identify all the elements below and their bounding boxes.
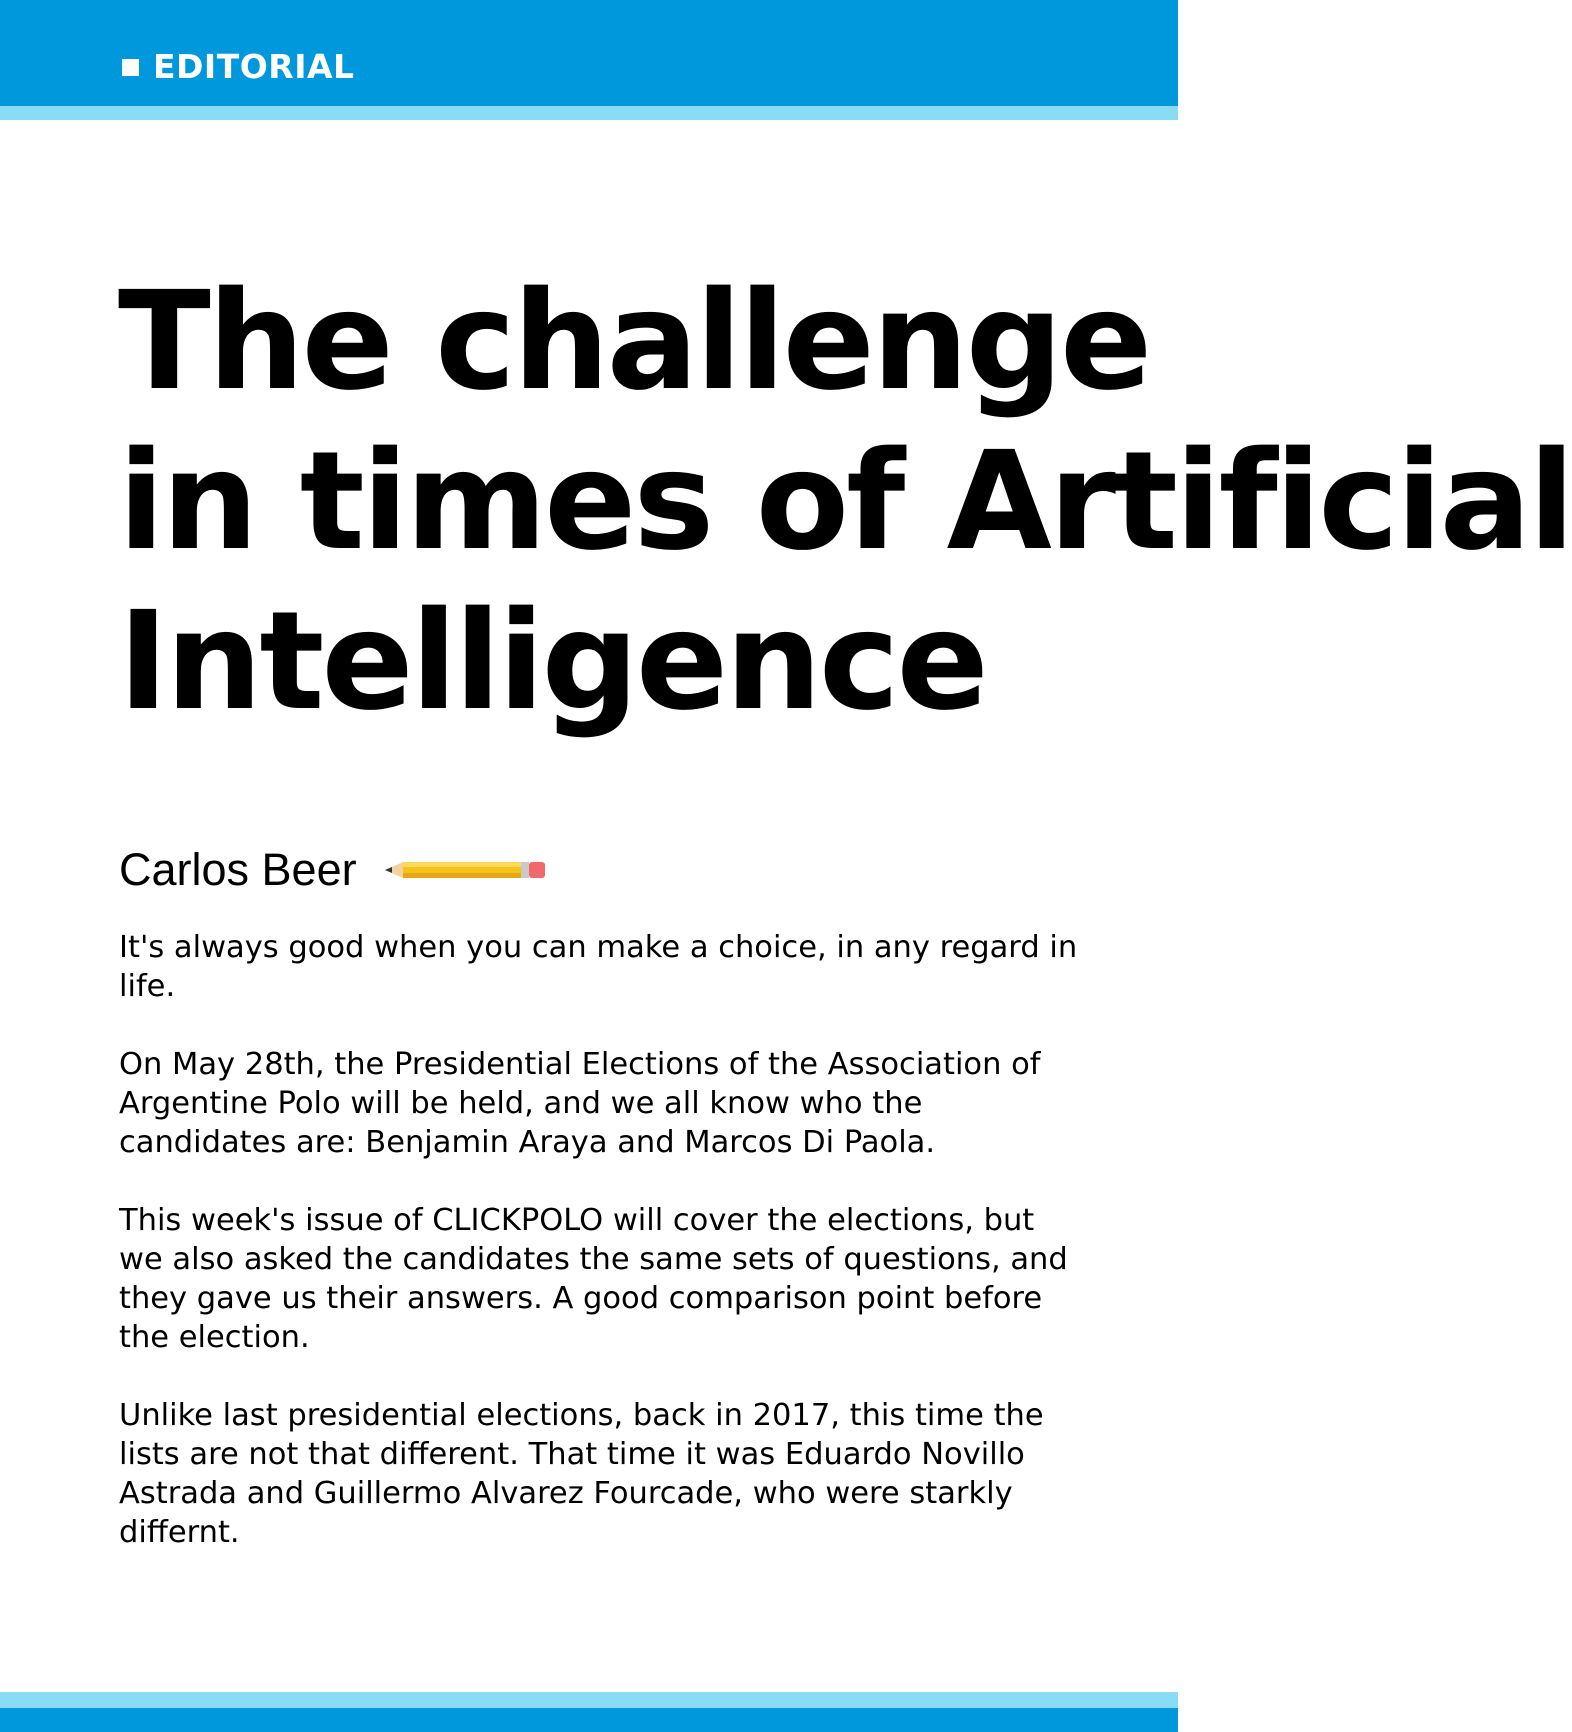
paragraph-4: Unlike last presidential elections, back in 2017, this time the lists are not that different. That time it was Eduardo Novillo Astrada and Guillermo Alvarez Fourcade, who were starkly differnt.	[119, 1398, 1044, 1550]
headline	[118, 262, 1572, 742]
headline-line-1: The challenge	[118, 263, 1150, 421]
section-label-text: EDITORIAL	[153, 47, 355, 86]
paragraph-2: On May 28th, the Presidential Elections of the Association of Argentine Polo will be held, and we all know who the candidates are: Benjamin Araya and Marcos Di Paola.	[119, 1047, 1041, 1160]
pencil-icon	[385, 855, 549, 885]
header-stripe	[0, 106, 1178, 120]
section-label	[122, 46, 355, 88]
byline	[119, 840, 549, 900]
footer-bar	[0, 1708, 1178, 1732]
paragraph-1: It's always good when you can make a choice, in any regard in life.	[119, 930, 1078, 1004]
headline-line-3: Intelligence	[118, 583, 986, 741]
headline-line-2: in times of Artificial	[118, 423, 1572, 581]
author-name: Carlos Beer	[119, 844, 357, 895]
footer-stripe	[0, 1692, 1178, 1708]
paragraph-3: This week's issue of CLICKPOLO will cover the elections, but we also asked the candidates the same sets of questions, and they gave us their answers. A good comparison point before the election.	[119, 1203, 1068, 1355]
article-body	[119, 928, 1079, 1591]
square-bullet-icon	[122, 59, 139, 76]
